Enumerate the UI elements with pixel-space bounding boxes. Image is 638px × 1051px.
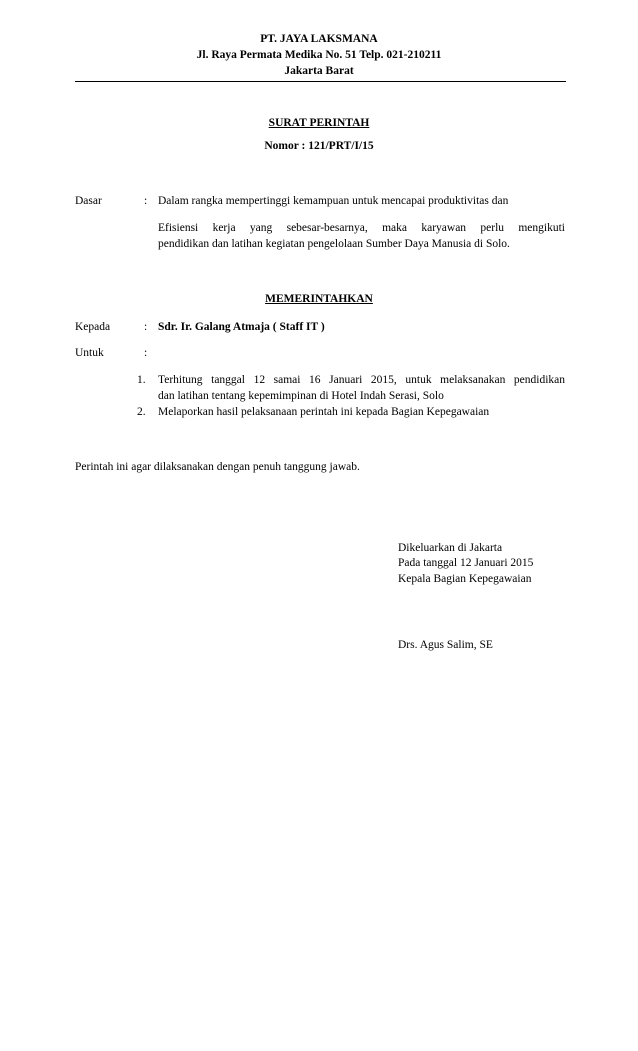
dasar-line-3: pendidikan dan latihan kegiatan pengelolaan Sumber Daya Manusia di Solo. (158, 238, 510, 250)
dasar-line-2: Efisiensi kerja yang sebesar-besarnya, maka karyawan perlu mengikuti (158, 222, 565, 234)
untuk-colon: : (144, 347, 148, 359)
issued-date: Pada tanggal 12 Januari 2015 (398, 557, 534, 569)
letterhead-divider (75, 81, 566, 82)
closing-statement: Perintah ini agar dilaksanakan dengan penuh tanggung jawab. (75, 461, 360, 473)
signatory-name: Drs. Agus Salim, SE (398, 639, 493, 651)
untuk-item-1-line-2: dan latihan tentang kepemimpinan di Hotel Indah Serasi, Solo (158, 390, 444, 402)
dasar-label: Dasar (75, 195, 102, 207)
company-address: Jl. Raya Permata Medika No. 51 Telp. 021-210211 (196, 49, 442, 61)
dasar-line-1: Dalam rangka mempertinggi kemampuan untuk mencapai produktivitas dan (158, 195, 509, 207)
signatory-position: Kepala Bagian Kepegawaian (398, 573, 532, 585)
company-city: Jakarta Barat (284, 65, 354, 77)
untuk-item-2-line-1: Melaporkan hasil pelaksanaan perintah ini kepada Bagian Kepegawaian (158, 406, 490, 418)
memerintahkan-heading: MEMERINTAHKAN (265, 293, 373, 305)
untuk-item-1-number: 1. (137, 374, 146, 386)
kepada-label: Kepada (75, 321, 111, 333)
letter-title: SURAT PERINTAH (268, 117, 370, 129)
untuk-label: Untuk (75, 347, 104, 359)
issued-place: Dikeluarkan di Jakarta (398, 542, 503, 554)
kepada-value: Sdr. Ir. Galang Atmaja ( Staff IT ) (158, 321, 325, 333)
untuk-item-2-number: 2. (137, 406, 146, 418)
dasar-colon: : (144, 195, 148, 207)
untuk-item-1-line-1: Terhitung tanggal 12 samai 16 Januari 2015, untuk melaksanakan pendidikan (158, 374, 565, 386)
company-name: PT. JAYA LAKSMANA (260, 33, 378, 45)
letter-number: Nomor : 121/PRT/I/15 (264, 140, 374, 152)
kepada-colon: : (144, 321, 148, 333)
